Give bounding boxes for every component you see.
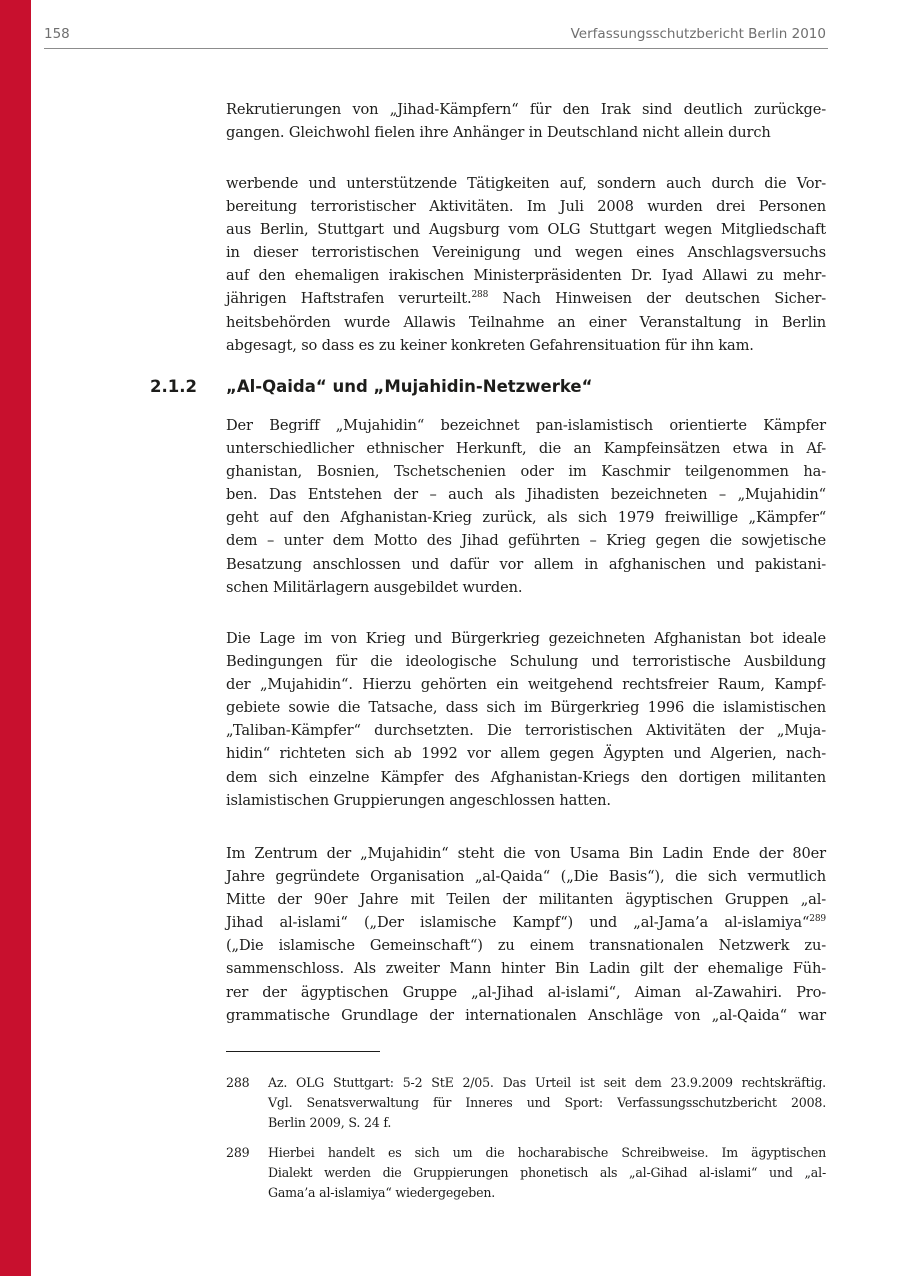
text-line: Mitte der 90er Jahre mit Teilen der militanten ägyptischen Gruppen „al-	[226, 891, 826, 909]
text-line	[226, 287, 826, 310]
text-line: Im Zentrum der „Mujahidin“ steht die von Usama Bin Ladin Ende der 80er	[226, 845, 826, 862]
text-line: Rekrutierungen von „Jihad-Kämpfern“ für den Irak sind deutlich zurückge-	[226, 101, 826, 118]
footnote-separator	[226, 1051, 380, 1052]
text-line: schen Militärlagern ausgebildet wurden.	[226, 578, 523, 596]
text-line: sammenschloss. Als zweiter Mann hinter Bin Ladin gilt der ehemalige Füh-	[226, 960, 826, 978]
text-line: („Die islamische Gemeinschaft“) zu einem transnationalen Netzwerk zu-	[226, 937, 826, 955]
text-line: Besatzung anschlossen und dafür vor allem in afghanischen und pakistani-	[226, 555, 826, 573]
text-line: Bedingungen für die ideologische Schulung und terroristische Ausbildung	[226, 653, 826, 671]
text-segment: jährigen Haftstrafen verurteilt.	[226, 290, 472, 308]
text-segment: Jihad al-islami“ („Der islamische Kampf“) und „al-Jama’a al-islamiya“	[226, 914, 810, 932]
text-line	[226, 911, 826, 934]
text-line: auf den ehemaligen irakischen Ministerpräsidenten Dr. Iyad Allawi zu mehr-	[226, 267, 826, 285]
text-line: in dieser terroristischen Vereinigung und wegen eines Anschlagsversuchs	[226, 244, 826, 262]
footnote-text	[268, 1143, 826, 1203]
text-line: der „Mujahidin“. Hierzu gehörten ein weitgehend rechtsfreier Raum, Kampf-	[226, 676, 826, 694]
text-line: bereitung terroristischer Aktivitäten. Im Juli 2008 wurden drei Personen	[226, 198, 826, 216]
text-line: dem – unter dem Motto des Jihad geführten – Krieg gegen die sowjetische	[226, 532, 826, 550]
text-line: gangen. Gleichwohl fielen ihre Anhänger in Deutschland nicht allein durch	[226, 124, 771, 142]
section-paragraph-2	[226, 627, 826, 812]
text-line: „Taliban-Kämpfer“ durchsetzten. Die terroristischen Aktivitäten der „Muja-	[226, 722, 826, 740]
section-number: 2.1.2	[150, 377, 197, 396]
text-line: Hierbei handelt es sich um die hocharabische Schreibweise. Im ägyptischen	[268, 1145, 826, 1160]
text-line: grammatische Grundlage der internationalen Anschläge von „al-Qaida“ war	[226, 1006, 826, 1024]
text-line: ben. Das Entstehen der – auch als Jihadisten bezeichneten – „Mujahidin“	[226, 486, 826, 504]
text-line: Jahre gegründete Organisation „al-Qaida“ („Die Basis“), die sich vermutlich	[226, 868, 826, 886]
footnote-number: 289	[226, 1145, 250, 1160]
text-line: geht auf den Afghanistan-Krieg zurück, als sich 1979 freiwillige „Kämpfer“	[226, 509, 826, 527]
text-line: Gama’a al-islamiya“ wiedergegeben.	[268, 1185, 496, 1200]
page-number: 158	[44, 26, 70, 42]
section-paragraph-1	[226, 414, 826, 599]
text-line: Dialekt werden die Gruppierungen phonetisch als „al-Gihad al-islami“ und „al-	[268, 1165, 826, 1180]
footnote-number: 288	[226, 1075, 250, 1090]
text-line: Berlin 2009, S. 24 f.	[268, 1115, 392, 1130]
text-line: Der Begriff „Mujahidin“ bezeichnet pan-islamistisch orientierte Kämpfer	[226, 417, 826, 434]
footnote-ref-289[interactable]: 289	[809, 914, 826, 925]
text-line: Az. OLG Stuttgart: 5-2 StE 2/05. Das Urteil ist seit dem 23.9.2009 rechtskräftig.	[268, 1075, 826, 1090]
running-title: Verfassungsschutzbericht Berlin 2010	[570, 26, 826, 42]
text-line: ghanistan, Bosnien, Tschetschenien oder im Kaschmir teilgenommen ha-	[226, 463, 826, 481]
text-line: islamistischen Gruppierungen angeschlossen hatten.	[226, 791, 611, 809]
text-segment: Nach Hinweisen der deutschen Sicher-	[488, 290, 826, 308]
paragraph-2	[226, 172, 826, 357]
text-line: Die Lage im von Krieg und Bürgerkrieg gezeichneten Afghanistan bot ideale	[226, 630, 826, 647]
footnote-text	[268, 1073, 826, 1133]
text-line: Vgl. Senatsverwaltung für Inneres und Sport: Verfassungsschutzbericht 2008.	[268, 1095, 826, 1110]
footnote-ref-288[interactable]: 288	[471, 290, 489, 301]
page-header	[44, 24, 828, 49]
text-line: werbende und unterstützende Tätigkeiten auf, sondern auch durch die Vor-	[226, 175, 826, 192]
text-line: dem sich einzelne Kämpfer des Afghanistan-Kriegs den dortigen militanten	[226, 768, 826, 786]
paragraph-1	[226, 98, 826, 144]
text-line: heitsbehörden wurde Allawis Teilnahme an einer Veranstaltung in Berlin	[226, 313, 826, 331]
section-title: „Al-Qaida“ und „Mujahidin-Netzwerke“	[226, 377, 593, 396]
red-margin-bar	[0, 0, 31, 1276]
text-line: rer der ägyptischen Gruppe „al-Jihad al-islami“, Aiman al-Zawahiri. Pro-	[226, 983, 826, 1001]
text-line: abgesagt, so dass es zu keiner konkreten Gefahrensituation für ihn kam.	[226, 336, 754, 354]
text-line: gebiete sowie die Tatsache, dass sich im Bürgerkrieg 1996 die islamistischen	[226, 699, 826, 717]
section-paragraph-3	[226, 842, 826, 1027]
text-line: unterschiedlicher ethnischer Herkunft, die an Kampfeinsätzen etwa in Af-	[226, 440, 826, 458]
text-line: hidin“ richteten sich ab 1992 vor allem gegen Ägypten und Algerien, nach-	[226, 745, 826, 763]
text-line: aus Berlin, Stuttgart und Augsburg vom OLG Stuttgart wegen Mitgliedschaft	[226, 221, 826, 239]
